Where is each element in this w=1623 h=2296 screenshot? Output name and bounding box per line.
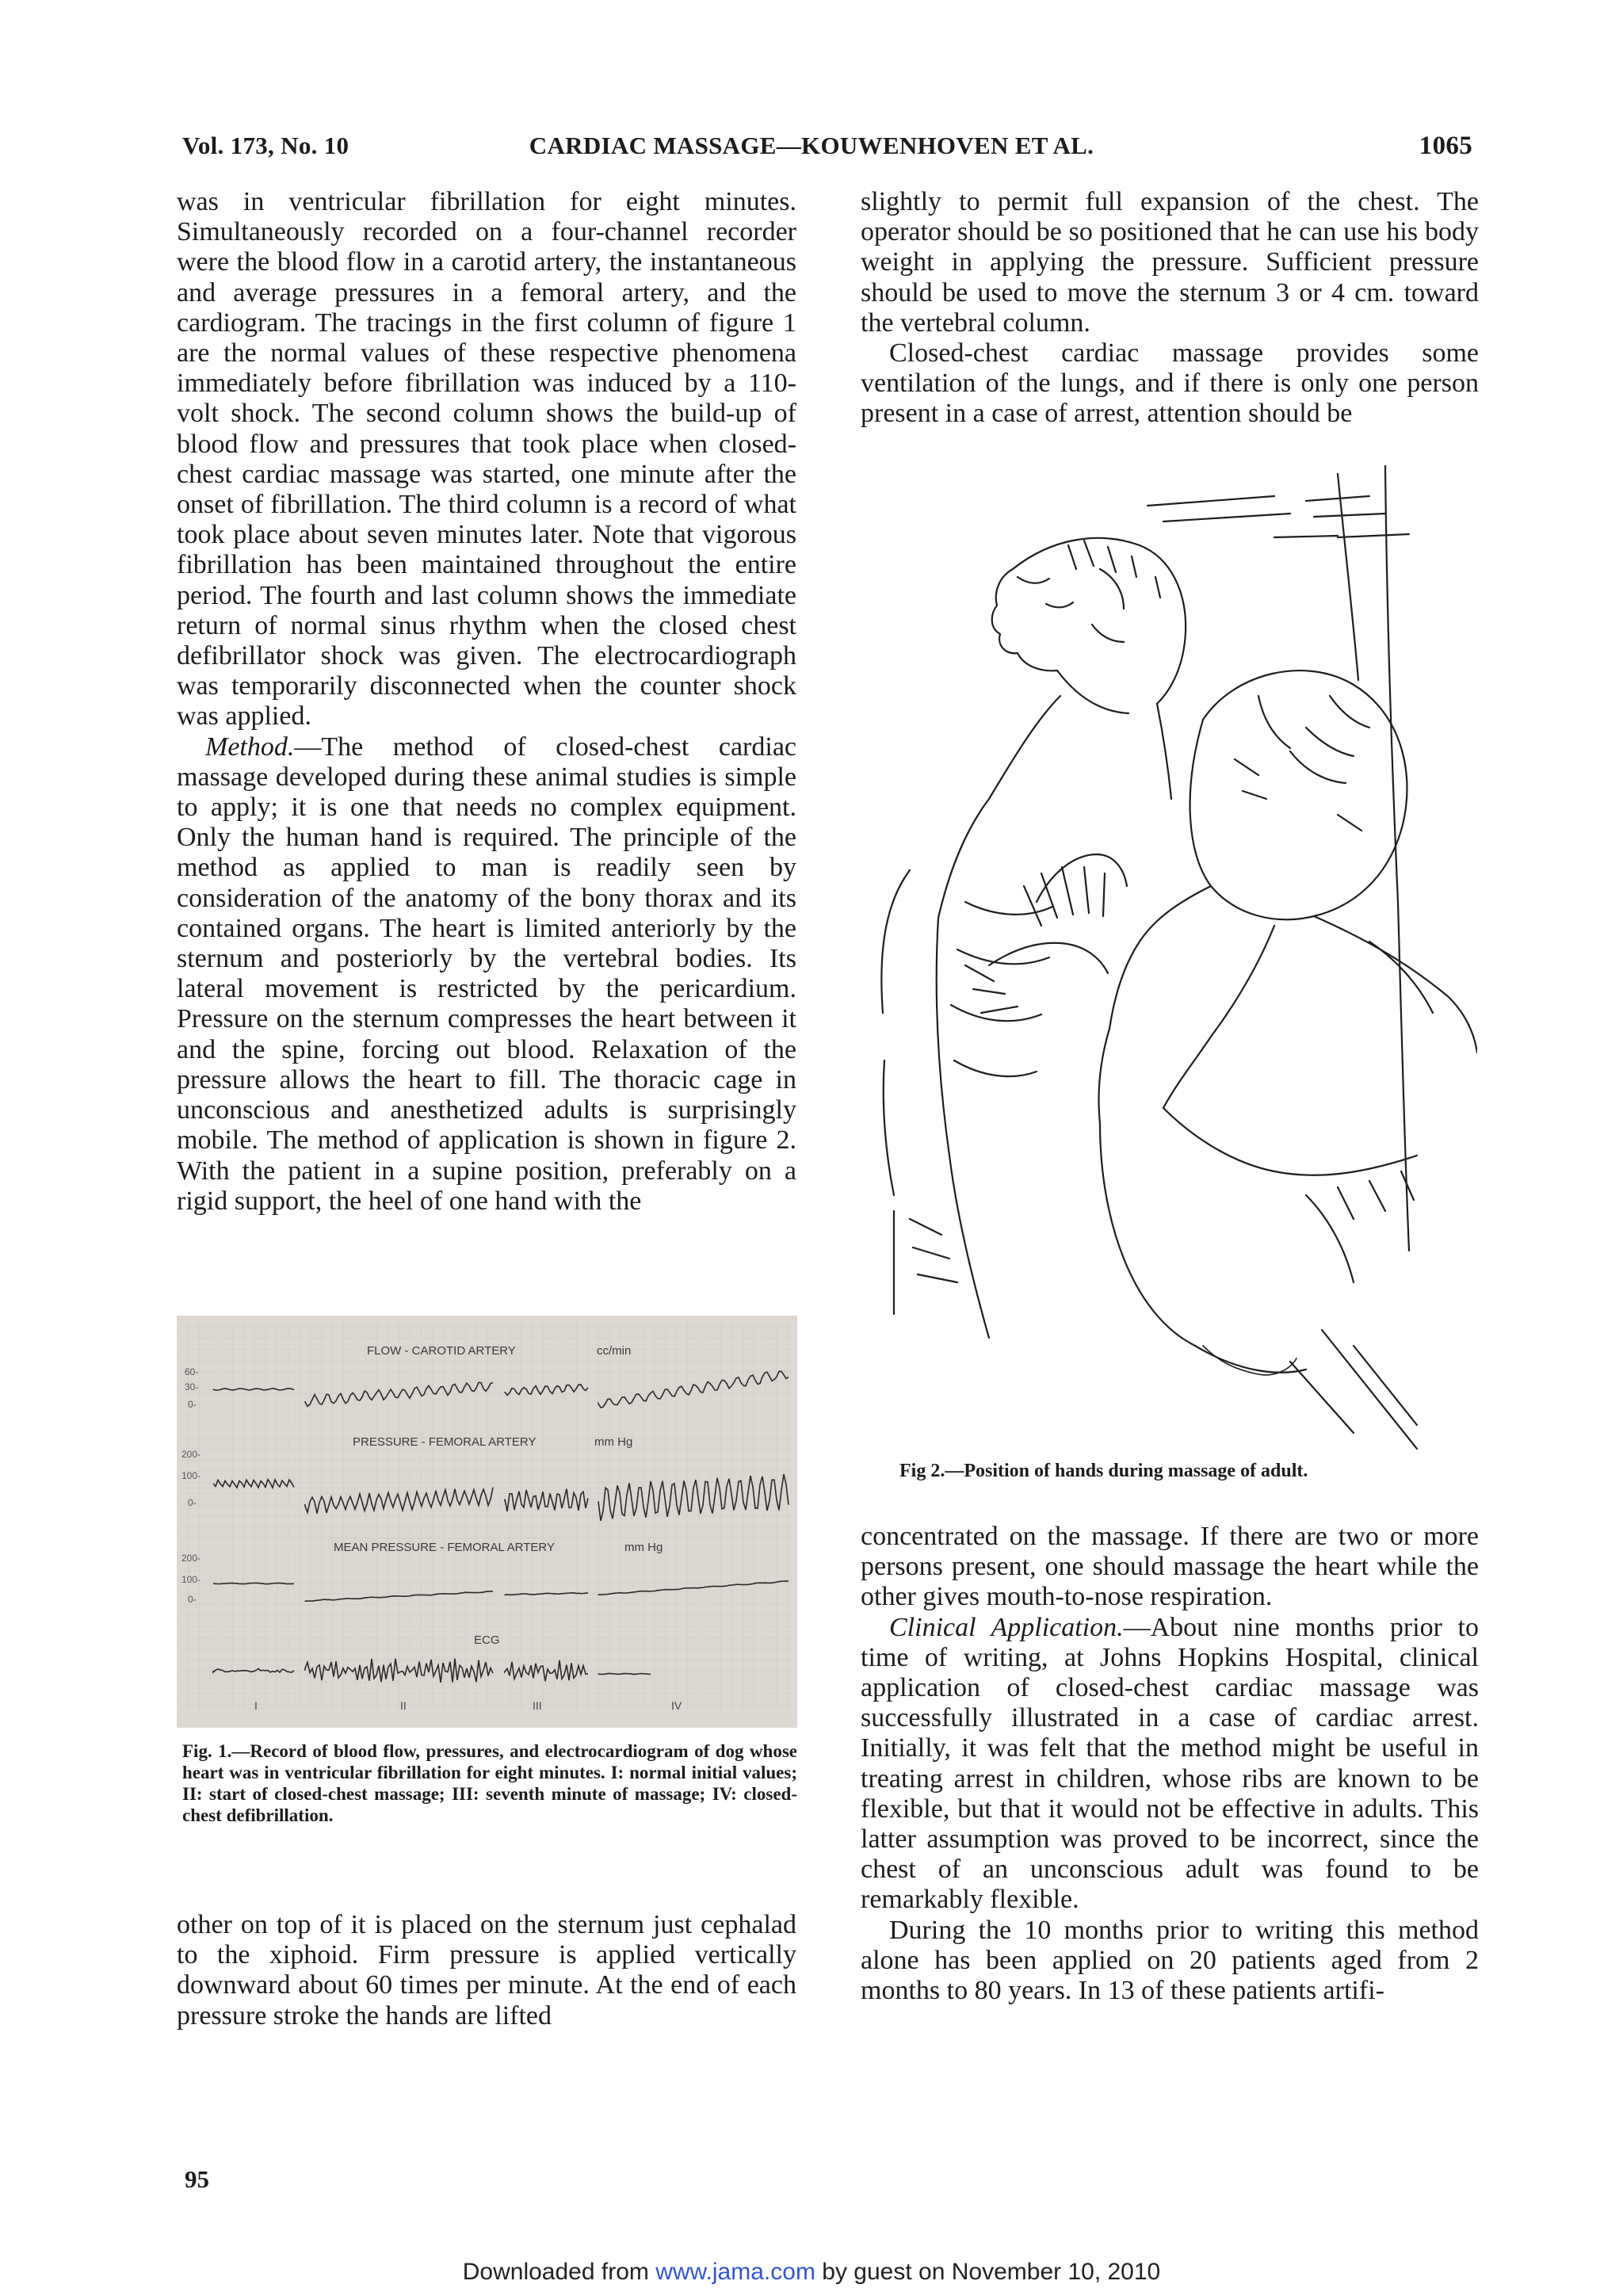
tick-label: 30- <box>185 1381 199 1392</box>
paragraph: concentrated on the massage. If there are two or more persons present, one should massage the heart while the other gives mouth-to-nose respiration. <box>861 1522 1479 1612</box>
column-label-2: II <box>400 1699 407 1712</box>
paragraph-text: —About nine months prior to time of writing, at Johns Hopkins Hospital, clinical application of closed-chest cardiac massage was successfully illustrated in a case of cardiac arrest. Initially, it was felt that the method might be useful in treating arrest in children, whose ribs are known to be flexible, but that it would not be effective in adults. This latter assumption was proved to be incorrect, since the chest of an unconscious adult was found to be remarkably flexible. <box>861 1612 1479 1915</box>
right-column-upper <box>861 187 1479 430</box>
label-mean-pressure: MEAN PRESSURE - FEMORAL ARTERY <box>334 1541 555 1554</box>
page-number-top: 1065 <box>1419 132 1472 160</box>
column-label-3: III <box>533 1699 542 1712</box>
left-column-lower <box>177 1910 796 2031</box>
page-number-bottom: 95 <box>185 2165 209 2193</box>
figure-1-tracings <box>177 1316 797 1728</box>
tick-label: 200- <box>181 1449 201 1460</box>
footer-prefix: Downloaded from <box>462 2259 649 2285</box>
tick-label: 0- <box>188 1399 197 1410</box>
figure-1-recording <box>177 1316 797 1728</box>
footer-suffix: by guest on November 10, 2010 <box>822 2259 1161 2285</box>
label-mean-unit: mm Hg <box>624 1541 663 1554</box>
label-pressure-unit: mm Hg <box>594 1435 633 1449</box>
paragraph: During the 10 months prior to writing this method alone has been applied on 20 patients aged from 2 months to 80 years. In 13 of these patients artifi- <box>861 1915 1479 2006</box>
left-column-upper <box>177 187 796 1217</box>
paragraph: Closed-chest cardiac massage provides some ventilation of the lungs, and if there is only one person present in a case of arrest, attention should be <box>861 338 1479 429</box>
column-label-1: I <box>254 1699 258 1712</box>
label-ecg: ECG <box>474 1633 500 1647</box>
paragraph-method <box>177 732 796 1217</box>
running-header-volume: Vol. 173, No. 10 <box>182 132 349 159</box>
label-pressure: PRESSURE - FEMORAL ARTERY <box>353 1435 537 1449</box>
section-heading-method: Method. <box>205 732 295 762</box>
figure-1-caption: Fig. 1.—Record of blood flow, pressures, and electrocardiogram of dog whose heart was in ventricular fibrillation for eight minutes. I: normal initial values; II: start of closed-chest massage; III: seventh minute of massage; IV: closed-chest defibrillation. <box>182 1741 797 1825</box>
download-footer <box>0 2259 1623 2286</box>
tick-label: 100- <box>181 1574 201 1585</box>
tick-label: 0- <box>188 1594 197 1605</box>
figure-2-caption: Fig 2.—Position of hands during massage of adult. <box>899 1461 1308 1481</box>
tick-label: 0- <box>188 1497 197 1508</box>
paragraph-clinical <box>861 1613 1479 1916</box>
paragraph: other on top of it is placed on the sternum just cephalad to the xiphoid. Firm pressure is applied vertically downward about 60 times per minute. At the end of each pressure stroke the hands are lifted <box>177 1910 796 2030</box>
column-label-4: IV <box>671 1699 682 1712</box>
paragraph: slightly to permit full expansion of the chest. The operator should be so positioned that he can use his body weight in applying the pressure. Sufficient pressure should be used to move the sternum 3 or 4 cm. toward the vertebral column. <box>861 187 1479 338</box>
paragraph-text: —The method of closed-chest cardiac massage developed during these animal studies is simple to apply; it is one that needs no complex equipment. Only the human hand is required. The principle of the method as applied to man is readily seen by consideration of the anatomy of the bony thorax and its contained organs. The heart is limited anteriorly by the sternum and posteriorly by the vertebral bodies. Its lateral movement is restricted by the pericardium. Pressure on the sternum compresses the heart between it and the spine, forcing out blood. Relaxation of the pressure allows the heart to fill. The thoracic cage in unconscious and anesthetized adults is surprisingly mobile. The method of application is shown in figure 2. With the patient in a supine position, preferably on a rigid support, the heel of one hand with the <box>177 732 796 1216</box>
cardiac-massage-drawing <box>862 458 1477 1458</box>
tick-label: 200- <box>181 1553 201 1564</box>
section-heading-clinical: Clinical Application. <box>889 1612 1124 1642</box>
right-column-lower <box>861 1522 1479 2006</box>
label-flow: FLOW - CAROTID ARTERY <box>367 1344 516 1358</box>
jama-link[interactable]: www.jama.com <box>655 2259 815 2285</box>
tick-label: 60- <box>185 1366 199 1377</box>
paragraph: was in ventricular fibrillation for eight minutes. Simultaneously recorded on a four-channel recorder were the blood flow in a carotid artery, the instantaneous and average pressures in a femoral artery, and the cardiogram. The tracings in the first column of figure 1 are the normal values of these respective phenomena immediately before fibrillation was induced by a 110-volt shock. The second column shows the build-up of blood flow and pressures that took place when closed-chest cardiac massage was started, one minute after the onset of fibrillation. The third column is a record of what took place about seven minutes later. Note that vigorous fibrillation has been maintained throughout the entire period. The fourth and last column shows the immediate return of normal sinus rhythm when the closed chest defibrillator shock was given. The electrocardiograph was temporarily disconnected when the counter shock was applied. <box>177 187 796 732</box>
tick-label: 100- <box>181 1470 201 1481</box>
running-header-title: CARDIAC MASSAGE—KOUWENHOVEN ET AL. <box>529 132 1094 159</box>
label-flow-unit: cc/min <box>597 1344 632 1358</box>
figure-2-illustration <box>862 458 1477 1458</box>
